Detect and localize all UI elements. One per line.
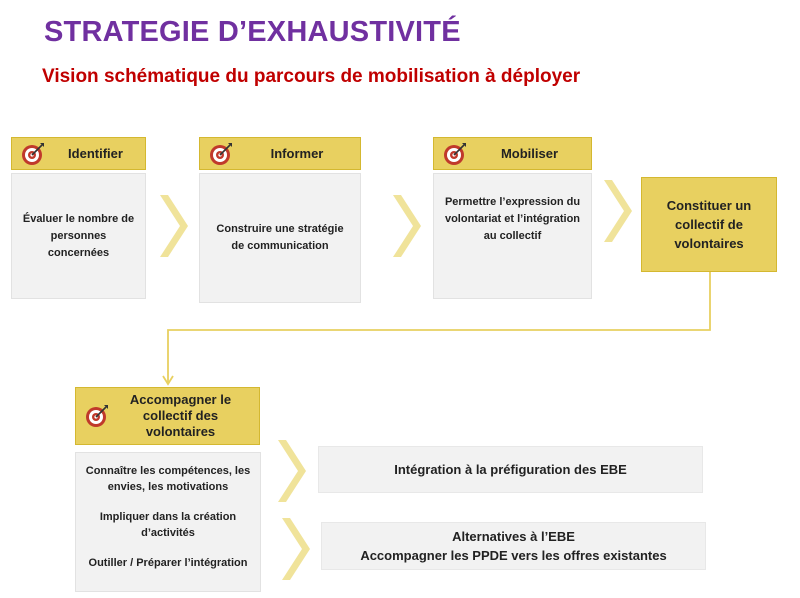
step-description-text: Permettre l’expression du volontariat et l’intégration au collectif xyxy=(444,196,581,242)
step-description-text: Construire une stratégie de communication xyxy=(216,223,344,252)
target-icon xyxy=(208,141,234,167)
connector-arrow xyxy=(160,270,720,390)
chevron-right-icon xyxy=(278,440,306,502)
outcome-subtitle: Accompagner les PPDE vers les offres existantes xyxy=(360,548,667,563)
target-icon xyxy=(20,141,46,167)
chevron-right-icon xyxy=(604,180,632,242)
step-label: Mobiliser xyxy=(500,145,559,161)
target-icon xyxy=(84,403,110,429)
page-title: STRATEGIE D’EXHAUSTIVITÉ xyxy=(44,16,461,48)
step-description-identifier xyxy=(11,173,146,299)
outcome-text: Intégration à la préfiguration des EBE xyxy=(394,462,627,477)
accompany-header xyxy=(75,387,260,445)
step-description-text: Évaluer le nombre de personnes concernées xyxy=(22,212,135,259)
outcome-title: Alternatives à l’EBE xyxy=(452,529,575,544)
step-header-identifier xyxy=(11,137,146,170)
chevron-right-icon xyxy=(282,518,310,580)
step-label: Informer xyxy=(270,145,324,161)
step-header-informer xyxy=(199,137,361,170)
list-item: Impliquer dans la création d’activités xyxy=(99,511,237,539)
chevron-right-icon xyxy=(160,195,188,257)
goal-text: Constituer un collectif de volontaires xyxy=(666,198,752,251)
step-label: Identifier xyxy=(68,145,123,161)
outcome-alternatives xyxy=(321,522,706,570)
list-item: Outiller / Préparer l’intégration xyxy=(88,557,248,569)
page-subtitle: Vision schématique du parcours de mobilisation à déployer xyxy=(42,66,581,87)
accompany-actions-list xyxy=(75,452,261,592)
outcome-integration xyxy=(318,446,703,493)
step-header-mobiliser xyxy=(433,137,592,170)
chevron-right-icon xyxy=(393,195,421,257)
list-item: Connaître les compétences, les envies, les motivations xyxy=(85,465,251,493)
target-icon xyxy=(442,141,468,167)
goal-box xyxy=(641,177,777,272)
accompany-label: Accompagner le collectif des volontaires xyxy=(129,392,232,439)
